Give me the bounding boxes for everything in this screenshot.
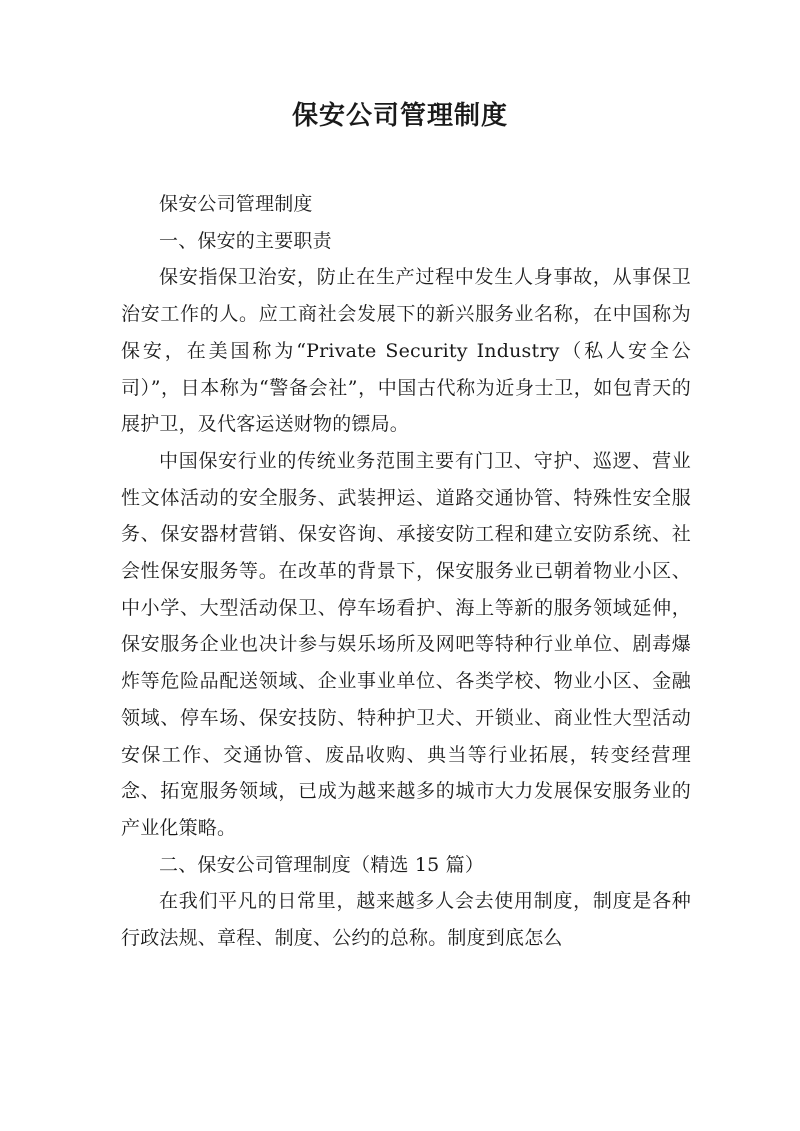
paragraph-intro-system: 在我们平凡的日常里，越来越多人会去使用制度，制度是各种行政法规、章程、制度、公约的总称。制度到底怎么 — [121, 890, 691, 950]
document-title: 保安公司管理制度 — [291, 101, 508, 131]
paragraph-definition: 保安指保卫治安，防止在生产过程中发生人身事故，从事保卫治安工作的人。应工商社会发展下的新兴服务业名称，在中国称为保安，在美国称为“Private Security Industry（私人安全公司）”，日本称为“警备会社”，中国古代称为近身士卫，如包青天的展护卫，及代客运送财物的镖局。 — [121, 266, 691, 436]
section-heading-management: 二、保安公司管理制度（精选 15 篇） — [159, 853, 485, 876]
section-heading-duties: 一、保安的主要职责 — [159, 229, 332, 252]
document-body — [121, 186, 691, 957]
paragraph-business-scope: 中国保安行业的传统业务范围主要有门卫、守护、巡逻、营业性文体活动的安全服务、武装押运、道路交通协管、特殊性安全服务、保安器材营销、保安咨询、承接安防工程和建立安防系统、社会性保安服务等。在改革的背景下，保安服务业已朝着物业小区、中小学、大型活动保卫、停车场看护、海上等新的服务领域延伸，保安服务企业也决计参与娱乐场所及网吧等特种行业单位、剧毒爆炸等危险品配送领域、企业事业单位、各类学校、物业小区、金融领域、停车场、保安技防、特种护卫犬、开锁业、商业性大型活动安保工作、交通协管、废品收购、典当等行业拓展，转变经营理念、拓宽服务领域，已成为越来越多的城市大力发展保安服务业的产业化策略。 — [121, 449, 691, 839]
body-heading-repeat-title: 保安公司管理制度 — [159, 193, 313, 215]
